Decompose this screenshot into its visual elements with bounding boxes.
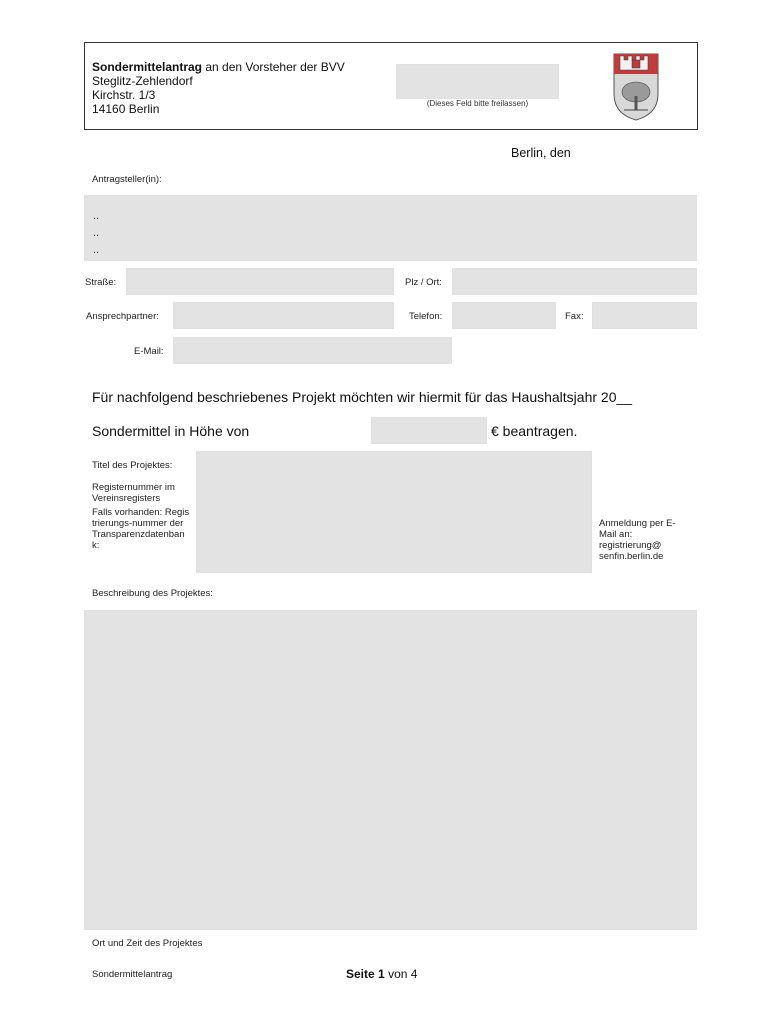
register-number-label: Registernummer im Vereinsregisters (92, 482, 175, 504)
footer-left: Sondermittelantrag (92, 969, 173, 980)
project-title-label: Titel des Projektes: (92, 460, 173, 471)
address-line-1: Steglitz-Zehlendorf (92, 74, 193, 88)
page-word: Seite (346, 967, 375, 981)
project-title-field[interactable] (196, 451, 592, 573)
fax-label: Fax: (565, 311, 584, 322)
address-line-2: Kirchstr. 1/3 (92, 88, 156, 102)
header-title (92, 60, 345, 74)
office-use-note: (Dieses Feld bitte freilassen) (426, 99, 529, 108)
office-use-field[interactable] (396, 64, 559, 99)
contact-label: Ansprechpartner: (86, 311, 159, 322)
intro-sentence: Für nachfolgend beschriebenes Projekt möchten wir hiermit für das Haushaltsjahr 20__ (92, 389, 633, 405)
date-line: Berlin, den (511, 146, 571, 160)
header-title-bold: Sondermittelantrag (92, 60, 203, 74)
applicant-field[interactable] (84, 195, 697, 261)
applicant-line-2: .. (93, 227, 100, 239)
plz-ort-label: Plz / Ort: (405, 277, 442, 288)
address-line-3: 14160 Berlin (92, 102, 160, 116)
fax-field[interactable] (592, 302, 697, 329)
street-label: Straße: (85, 277, 117, 288)
phone-label: Telefon: (409, 311, 443, 322)
page-indicator (346, 967, 417, 981)
plz-ort-field[interactable] (452, 268, 697, 295)
page-number: 1 (378, 967, 385, 981)
applicant-line-1: .. (93, 210, 100, 222)
phone-field[interactable] (452, 302, 556, 329)
registration-email-note: Anmeldung per E-Mail an: registrierung@ senfin.berlin.de (599, 518, 676, 562)
amount-prefix: Sondermittel in Höhe von (92, 423, 250, 439)
transparency-number-label: Falls vorhanden: Registrierungs-nummer der Transparenzdatenbank: (92, 507, 190, 551)
email-label: E-Mail: (134, 346, 164, 357)
header-title-rest: an den Vorsteher der BVV (202, 60, 345, 74)
applicant-line-3: .. (93, 244, 100, 256)
amount-suffix: € beantragen. (491, 423, 578, 439)
description-label: Beschreibung des Projektes: (92, 588, 213, 599)
email-field[interactable] (173, 337, 452, 364)
contact-field[interactable] (173, 302, 394, 329)
district-coat-of-arms-icon (610, 50, 662, 122)
place-time-label: Ort und Zeit des Projektes (92, 938, 203, 949)
applicant-label: Antragsteller(in): (92, 174, 162, 185)
amount-field[interactable] (371, 417, 487, 444)
page-total: von 4 (388, 967, 418, 981)
street-field[interactable] (126, 268, 394, 295)
description-field[interactable] (84, 610, 697, 930)
